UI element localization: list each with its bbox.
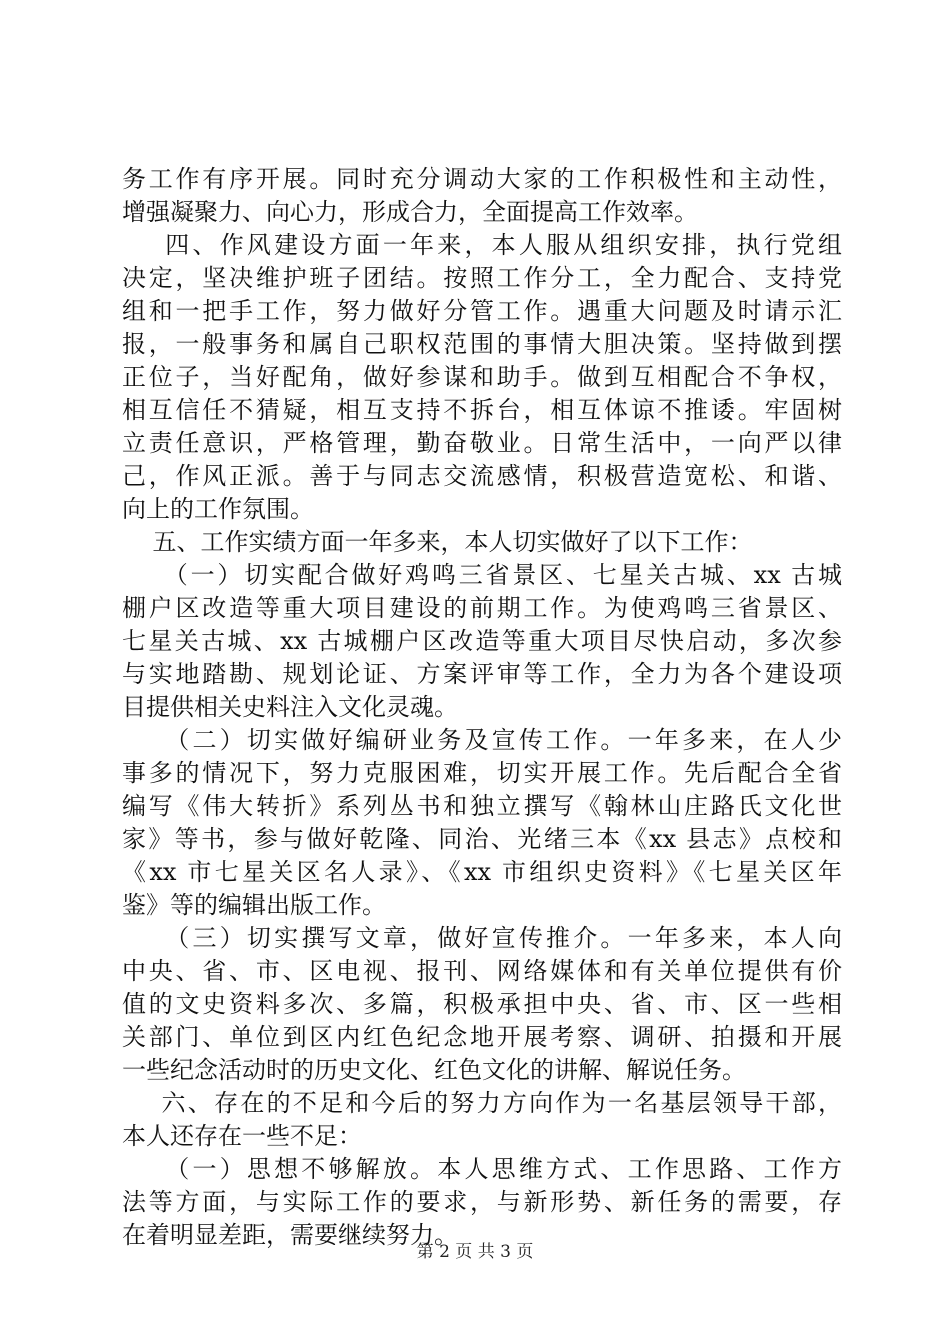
text-line: 在着明显差距，需要继续努力。 <box>122 1221 458 1249</box>
text-line: 己，作风正派。善于与同志交流感情，积极营造宽松、和谐、 <box>122 462 842 490</box>
text-line: 鉴》等的编辑出版工作。 <box>122 891 386 919</box>
text-line: 四、作风建设方面一年来，本人服从组织安排，执行党组 <box>122 231 842 259</box>
document-body <box>122 163 842 1252</box>
text-line: （三）切实撰写文章，做好宣传推介。一年多来，本人向 <box>122 924 842 952</box>
text-line: 本人还存在一些不足： <box>122 1122 362 1150</box>
text-line: 一些纪念活动时的历史文化、红色文化的讲解、解说任务。 <box>122 1056 746 1084</box>
text-line: （一）思想不够解放。本人思维方式、工作思路、工作方 <box>122 1155 842 1183</box>
page-footer: 第 2 页 共 3 页 <box>416 1242 534 1262</box>
text-line: 立责任意识，严格管理，勤奋敬业。日常生活中，一向严以律 <box>122 429 842 457</box>
text-line: 组和一把手工作，努力做好分管工作。遇重大问题及时请示汇 <box>122 297 842 325</box>
text-line: 家》等书，参与做好乾隆、同治、光绪三本《xx 县志》点校和 <box>122 825 842 853</box>
text-line: 与实地踏勘、规划论证、方案评审等工作，全力为各个建设项 <box>122 660 842 688</box>
text-line: 向上的工作氛围。 <box>122 495 314 523</box>
text-line: 六、存在的不足和今后的努力方向作为一名基层领导干部， <box>122 1089 842 1117</box>
text-line: 编写《伟大转折》系列丛书和独立撰写《翰林山庄路氏文化世 <box>122 792 842 820</box>
text-line: 增强凝聚力、向心力，形成合力，全面提高工作效率。 <box>122 198 698 226</box>
text-line: 值的文史资料多次、多篇，积极承担中央、省、市、区一些相 <box>122 990 842 1018</box>
text-line: （二）切实做好编研业务及宣传工作。一年多来，在人少 <box>122 726 842 754</box>
text-line: 关部门、单位到区内红色纪念地开展考察、调研、拍摄和开展 <box>122 1023 842 1051</box>
text-line: 法等方面，与实际工作的要求，与新形势、新任务的需要，存 <box>122 1188 842 1216</box>
text-line: 棚户区改造等重大项目建设的前期工作。为使鸡鸣三省景区、 <box>122 594 842 622</box>
text-line: 五、工作实绩方面一年多来，本人切实做好了以下工作： <box>122 528 753 556</box>
text-line: 正位子，当好配角，做好参谋和助手。做到互相配合不争权， <box>122 363 842 391</box>
text-line: （一）切实配合做好鸡鸣三省景区、七星关古城、xx 古城 <box>122 561 842 589</box>
text-line: 事多的情况下，努力克服困难，切实开展工作。先后配合全省 <box>122 759 842 787</box>
text-line: 《xx 市七星关区名人录》、《xx 市组织史资料》《七星关区年 <box>122 858 842 886</box>
text-line: 决定，坚决维护班子团结。按照工作分工，全力配合、支持党 <box>122 264 842 292</box>
text-line: 相互信任不猜疑，相互支持不拆台，相互体谅不推诿。牢固树 <box>122 396 842 424</box>
text-line: 中央、省、市、区电视、报刊、网络媒体和有关单位提供有价 <box>122 957 842 985</box>
text-line: 报，一般事务和属自己职权范围的事情大胆决策。坚持做到摆 <box>122 330 842 358</box>
text-line: 七星关古城、xx 古城棚户区改造等重大项目尽快启动，多次参 <box>122 627 842 655</box>
text-line: 务工作有序开展。同时充分调动大家的工作积极性和主动性， <box>122 165 842 193</box>
text-line: 目提供相关史料注入文化灵魂。 <box>122 693 458 721</box>
